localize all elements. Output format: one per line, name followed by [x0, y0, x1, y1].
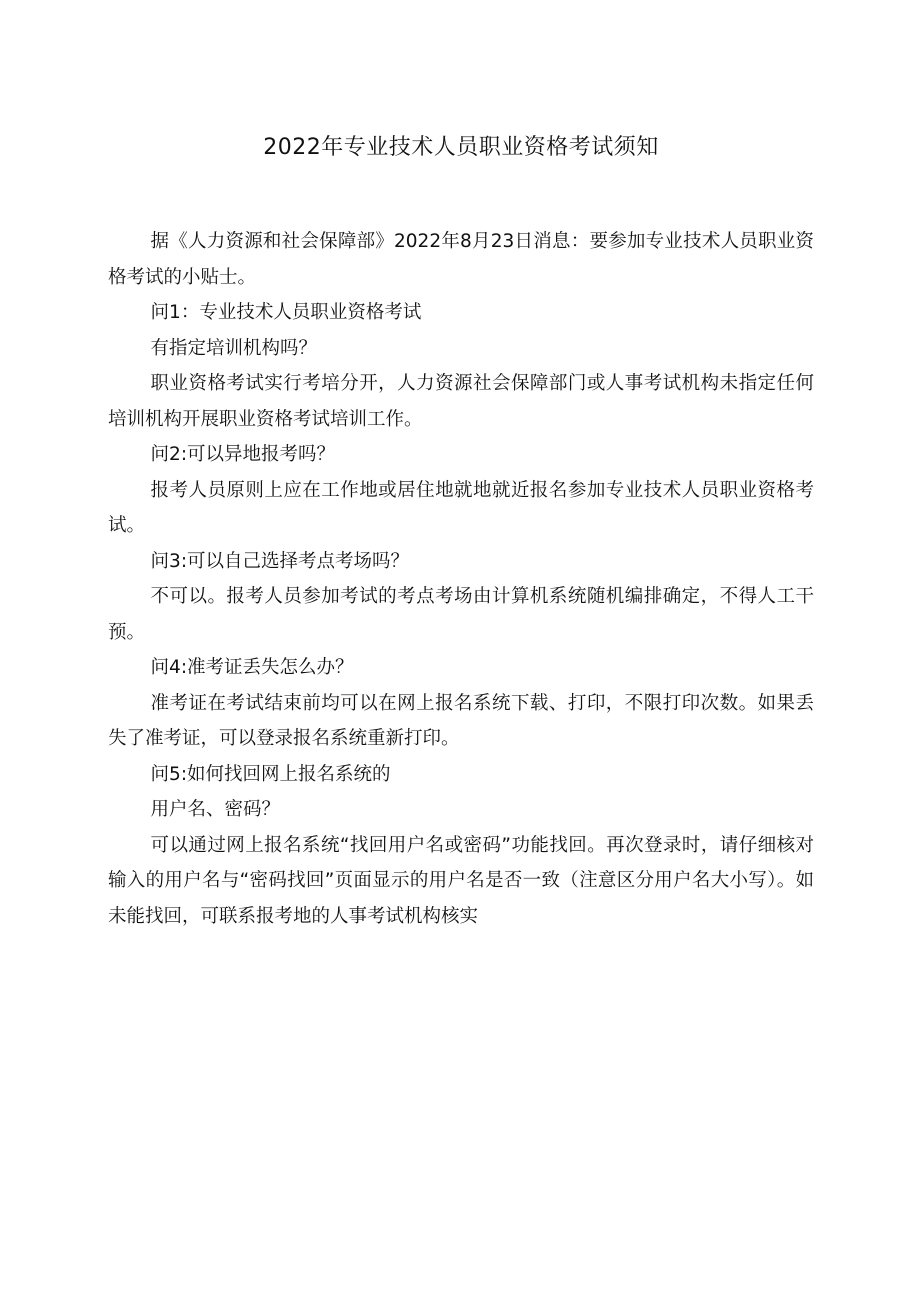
question-5-line-1: 问5:如何找回网上报名系统的	[150, 763, 391, 785]
question-2: 问2:可以异地报考吗？	[150, 444, 336, 465]
question-5-line-2: 用户名、密码？	[150, 799, 281, 820]
document-body	[108, 224, 814, 934]
answer-1: 职业资格考试实行考培分开，人力资源社会保障部门或人事考试机构未指定任何培训机构开展职业资格考试培训工作。	[108, 373, 814, 430]
question-3: 问3:可以自己选择考点考场吗？	[150, 550, 410, 572]
question-1-line-2: 有指定培训机构吗？	[150, 337, 318, 359]
answer-2: 报考人员原则上应在工作地或居住地就地就近报名参加专业技术人员职业资格考试。	[108, 479, 814, 536]
question-4: 问4:准考证丢失怎么办？	[150, 657, 354, 678]
answer-5: 可以通过网上报名系统“找回用户名或密码”功能找回。再次登录时，请仔细核对输入的用户名与“密码找回”页面显示的用户名是否一致（注意区分用户名大小写）。如未能找回，可联系报考地的人事考试机构核实	[108, 834, 814, 927]
question-1-line-1: 问1：专业技术人员职业资格考试	[150, 302, 422, 323]
document-title: 2022年专业技术人员职业资格考试须知	[263, 135, 659, 160]
answer-4: 准考证在考试结束前均可以在网上报名系统下载、打印，不限打印次数。如果丢失了准考证，可以登录报名系统重新打印。	[108, 692, 814, 749]
paragraph-intro: 据《人力资源和社会保障部》2022年8月23日消息：要参加专业技术人员职业资格考试的小贴士。	[108, 231, 814, 288]
answer-3: 不可以。报考人员参加考试的考点考场由计算机系统随机编排确定，不得人工干预。	[108, 586, 814, 643]
